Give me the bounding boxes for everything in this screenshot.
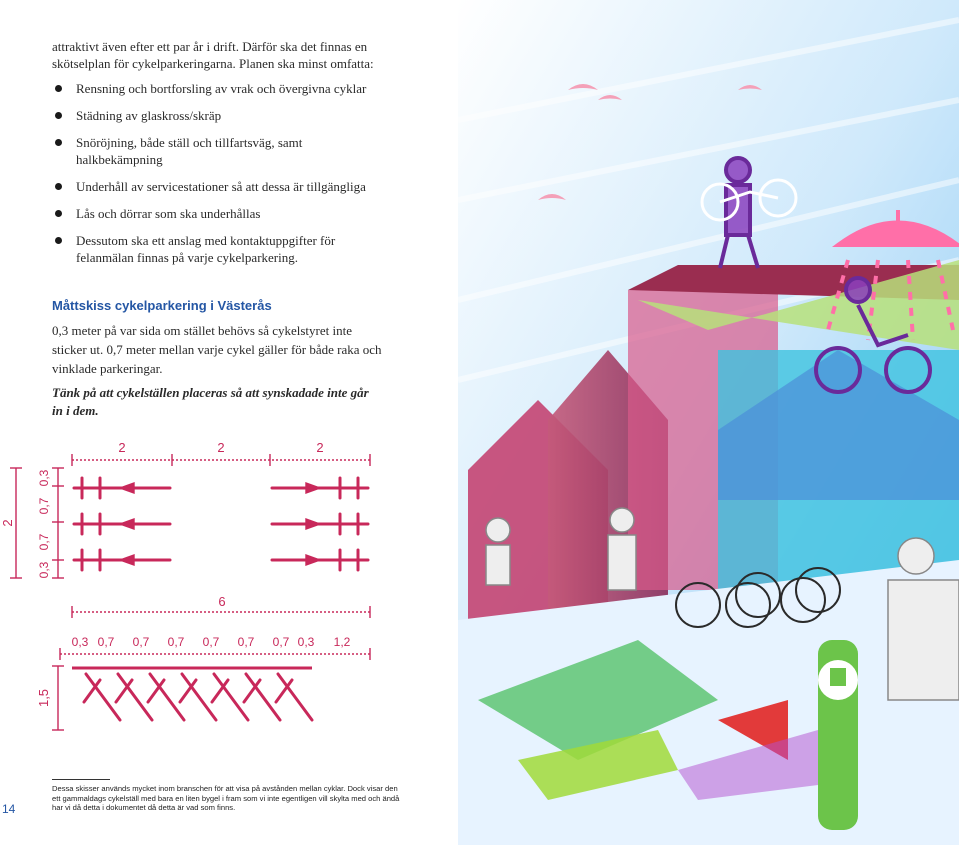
list-item: [52, 178, 392, 195]
dim-label: 0,7: [167, 635, 185, 649]
dim-label: 0,7: [237, 635, 255, 649]
dim-label: 0,3: [37, 469, 51, 487]
dim-label: 0,7: [37, 533, 51, 551]
bullet-icon: [55, 112, 62, 119]
list-item: [52, 205, 392, 222]
footnote: Dessa skisser används mycket inom branschen för att visa på avstånden mellan cyklar. Dock visar den ett gammaldags cykelställ med bara en liten bygel i fram som vi inte egentligen vill skylta med och ändå har vi då detta i dokumentet då detta är vad som finns.: [52, 784, 400, 812]
dim-label: 6: [218, 594, 226, 609]
section-heading: Måttskiss cykelparkering i Västerås: [52, 298, 272, 313]
bullet-icon: [55, 237, 62, 244]
list-item-text: Underhåll av servicestationer så att dessa är tillgängliga: [76, 179, 366, 194]
bullet-icon: [55, 139, 62, 146]
dim-label: 0,7: [202, 635, 220, 649]
page-number: 14: [2, 802, 16, 816]
dim-label: 0,7: [97, 635, 115, 649]
dim-label: 2: [118, 440, 126, 455]
bike-parking-illustration: [458, 0, 959, 845]
dim-label: 2: [316, 440, 324, 455]
section-body: 0,3 meter på var sida om stället behövs så cykelstyret inte sticker ut. 0,7 meter mellan varje cykel gäller för både raka och vinklade parkeringar.: [52, 323, 382, 376]
list-item: [52, 134, 392, 168]
intro-paragraph: attraktivt även efter ett par år i drift. Därför ska det finnas en skötselplan för cykelparkeringarna. Planen ska minst omfatta:: [52, 39, 374, 71]
dim-label: 1,2: [333, 635, 351, 649]
list-item: [52, 107, 392, 124]
dim-label: 2: [0, 519, 15, 527]
bullet-icon: [55, 183, 62, 190]
dim-label: 1,5: [36, 688, 51, 708]
visually-impaired-note: Tänk på att cykelställen placeras så att synskadade inte går in i dem.: [52, 385, 369, 418]
list-item-text: Lås och dörrar som ska underhållas: [76, 206, 261, 221]
dim-label: 0,3: [71, 635, 89, 649]
dim-label: 0,7: [37, 497, 51, 515]
list-item-text: Snöröjning, både ställ och tillfartsväg, samt halkbekämpning: [76, 135, 303, 167]
list-item: [52, 80, 392, 97]
footnote-divider: [52, 779, 110, 780]
bullet-icon: [55, 85, 62, 92]
list-item: [52, 232, 392, 266]
bike-rack-dimension-diagram: [0, 430, 420, 775]
list-item-text: Dessutom ska ett anslag med kontaktuppgifter för felanmälan finnas på varje cykelparkering.: [76, 233, 336, 265]
dim-label: 0,3: [37, 561, 51, 579]
maintenance-list: [52, 80, 392, 276]
dim-label: 0,3: [297, 635, 315, 649]
dim-label: 0,7: [132, 635, 150, 649]
dim-label: 0,7: [272, 635, 290, 649]
charging-station: [818, 640, 858, 830]
list-item-text: Städning av glaskross/skräp: [76, 108, 222, 123]
bullet-icon: [55, 210, 62, 217]
list-item-text: Rensning och bortforsling av vrak och övergivna cyklar: [76, 81, 367, 96]
dim-label: 2: [217, 440, 225, 455]
